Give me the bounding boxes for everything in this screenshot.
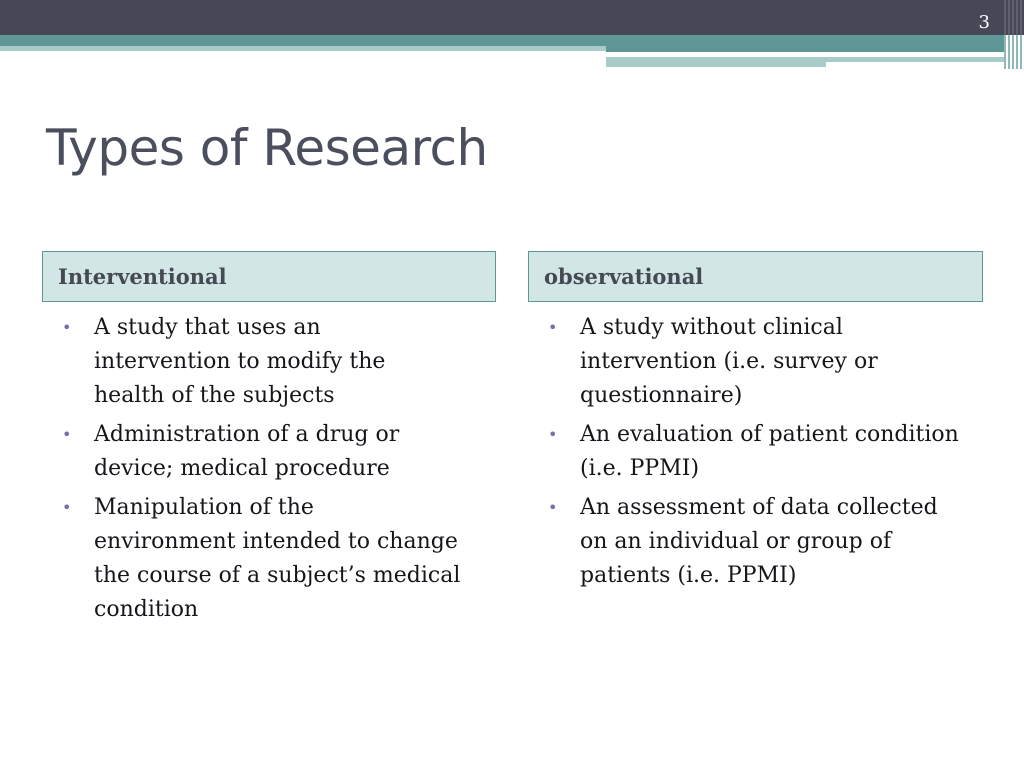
list-item xyxy=(548,491,968,593)
header-stripes-right xyxy=(1004,35,1024,69)
list-item-text: An evaluation of patient condition (i.e. PPMI) xyxy=(580,422,959,481)
bullet-list-observational xyxy=(548,311,968,598)
list-item xyxy=(62,418,462,486)
page-number: 3 xyxy=(978,12,990,33)
header-stripes-top xyxy=(1004,0,1024,35)
list-item-text: Manipulation of the environment intended to change the course of a subject’s medical condition xyxy=(94,495,461,622)
list-item-text: A study that uses an intervention to modify the health of the subjects xyxy=(94,315,386,408)
header-band-light-left xyxy=(0,46,606,51)
bullet-icon: • xyxy=(548,318,558,337)
bullet-icon: • xyxy=(548,425,558,444)
column-header-observational: observational xyxy=(528,251,983,302)
header-band-light-short xyxy=(606,62,826,67)
list-item xyxy=(548,311,968,413)
bullet-icon: • xyxy=(548,498,558,517)
list-item-text: Administration of a drug or device; medical procedure xyxy=(94,422,400,481)
column-header-interventional: Interventional xyxy=(42,251,496,302)
list-item xyxy=(62,491,462,627)
list-item xyxy=(548,418,968,486)
list-item-text: An assessment of data collected on an individual or group of patients (i.e. PPMI) xyxy=(580,495,938,588)
list-item xyxy=(62,311,462,413)
header-band-dark xyxy=(0,0,1024,35)
bullet-list-interventional xyxy=(62,311,462,632)
list-item-text: A study without clinical intervention (i.e. survey or questionnaire) xyxy=(580,315,878,408)
bullet-icon: • xyxy=(62,425,72,444)
bullet-icon: • xyxy=(62,498,72,517)
header-band-teal-right xyxy=(606,35,1024,52)
header-band-teal-left xyxy=(0,35,606,46)
slide-title: Types of Research xyxy=(46,119,488,177)
bullet-icon: • xyxy=(62,318,72,337)
